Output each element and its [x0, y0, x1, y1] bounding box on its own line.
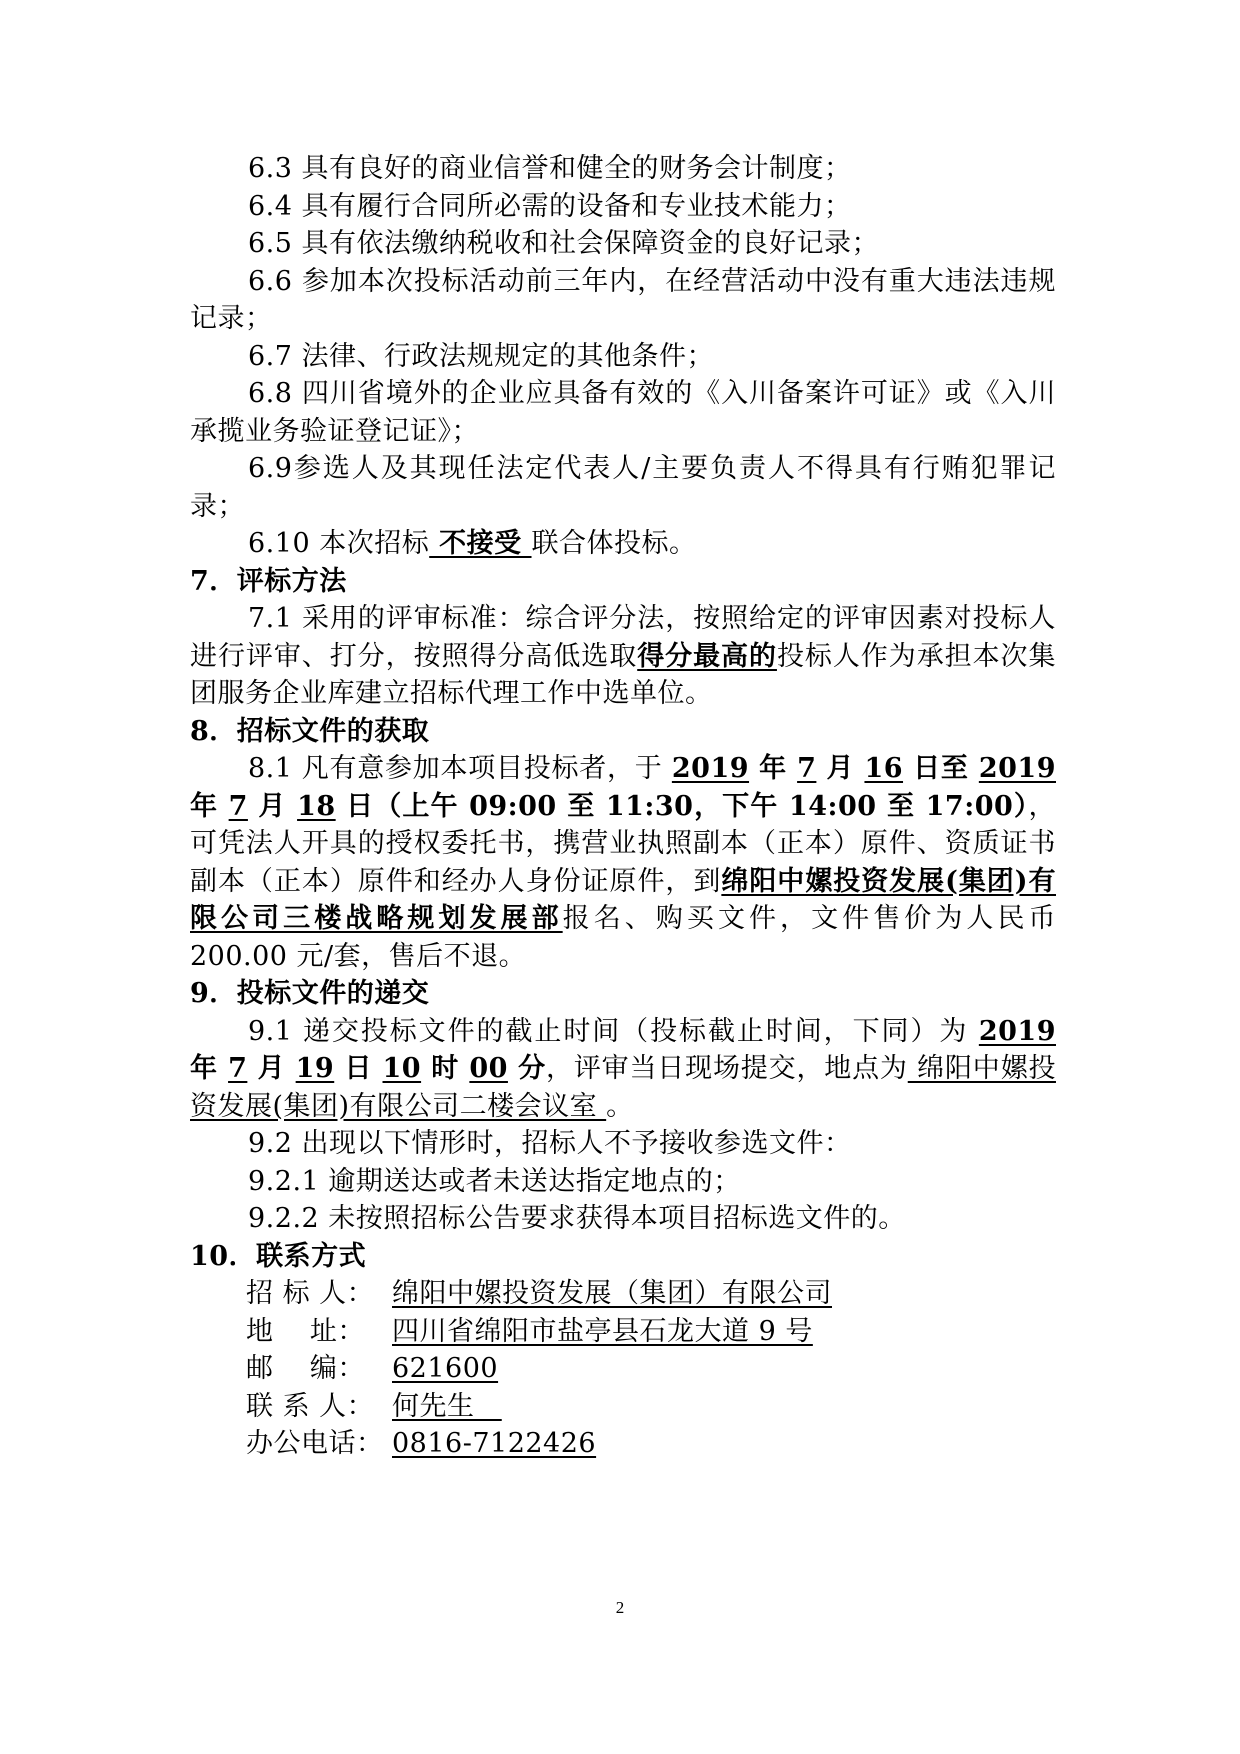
highest-score-emphasis: 得分最高的 — [637, 640, 777, 672]
contact-value: 0816-7122426 — [392, 1428, 597, 1459]
section-9-heading: 9．投标文件的递交 — [190, 978, 430, 1009]
clause-9-2-1: 9.2.1 逾期送达或者未送达指定地点的； — [248, 1165, 741, 1197]
clause-9-1 — [190, 1013, 1056, 1126]
section-10-heading: 10．联系方式 — [190, 1240, 367, 1272]
contact-label: 地 址： — [246, 1315, 365, 1347]
contact-label: 办公电话： — [246, 1428, 384, 1459]
deadline-minute: 00 — [469, 1053, 508, 1084]
clause-7-1-tail: 投标人作为承担本次集团服务企业库建立招标代理工作中选单位。 — [190, 640, 1057, 709]
contact-tenderer — [190, 1275, 1056, 1313]
clause-9-1-tail: 。 — [606, 1090, 634, 1122]
document-body — [190, 150, 1056, 1463]
clause-6-8: 6.8 四川省境外的企业应具备有效的《入川备案许可证》或《入川承揽业务验证登记证》； — [190, 378, 1056, 447]
consortium-not-accepted: 不接受 — [429, 528, 532, 559]
clause-9-1-body: ，评审当日现场提交，地点为 — [546, 1053, 908, 1084]
year-unit: 年 — [749, 753, 798, 784]
end-day: 18 — [297, 790, 336, 822]
contact-value: 绵阳中嫘投资发展（集团）有限公司 — [392, 1278, 832, 1309]
clause-6-10-text: 6.10 本次招标 — [248, 528, 430, 559]
deadline-month: 7 — [228, 1053, 248, 1084]
start-month: 7 — [797, 753, 817, 784]
deadline-year: 2019 — [978, 1015, 1056, 1047]
contact-value: 四川省绵阳市盐亭县石龙大道 9 号 — [392, 1315, 813, 1347]
start-year: 2019 — [671, 753, 750, 784]
clause-9-1-lead: 9.1 递交投标文件的截止时间（投标截止时间，下同）为 — [248, 1015, 979, 1047]
month-unit: 月 — [247, 1053, 296, 1084]
contact-value: 621600 — [392, 1353, 499, 1384]
clause-6-10-tail: 联合体投标。 — [531, 528, 697, 559]
clause-6-6: 6.6 参加本次投标活动前三年内，在经营活动中没有重大违法违规记录； — [190, 265, 1056, 334]
clause-6-5: 6.5 具有依法缴纳税收和社会保障资金的良好记录； — [248, 228, 880, 259]
submission-place: 绵阳中嫘投资发展(集团)有限公司二楼会议室 — [190, 1053, 1056, 1122]
page-number: 2 — [615, 1598, 625, 1617]
month-unit: 月 — [247, 790, 298, 822]
clause-6-9: 6.9参选人及其现任法定代表人/主要负责人不得具有行贿犯罪记录； — [190, 453, 1056, 522]
clause-7-1-text: 7.1 采用的评审标准：综合评分法，按照给定的评审因素对投标人进行评审、打分，按照得分高低选取 — [190, 603, 1056, 672]
contact-label: 邮 编： — [246, 1353, 365, 1384]
section-8-heading: 8．招标文件的获取 — [190, 715, 430, 747]
contact-person — [190, 1388, 1056, 1426]
deadline-day: 19 — [295, 1053, 335, 1084]
deadline-hour: 10 — [382, 1053, 422, 1084]
clause-8-1 — [190, 750, 1056, 975]
contact-phone — [190, 1425, 1056, 1463]
year-unit: 年 — [190, 1053, 229, 1084]
clause-8-1-body: ，可凭法人开具的授权委托书，携营业执照副本（正本）原件、资质证书副本（正本）原件和经办人身份证原件，到 — [190, 790, 1056, 897]
end-month: 7 — [228, 790, 248, 822]
office-hours: 日（上午 09:00 至 11:30，下午 14:00 至 17:00） — [335, 790, 1029, 822]
day-to: 日至 — [903, 753, 979, 784]
year-unit: 年 — [190, 790, 229, 822]
registration-place: 绵阳中嫘投资发展(集团)有限公司三楼战略规划发展部 — [190, 865, 1056, 934]
clause-9-2-2: 9.2.2 未按照招标公告要求获得本项目招标选文件的。 — [248, 1203, 906, 1234]
minute-unit: 分 — [507, 1053, 546, 1084]
clause-6-4: 6.4 具有履行合同所必需的设备和专业技术能力； — [248, 190, 852, 222]
contact-label: 招 标 人： — [246, 1278, 375, 1309]
month-unit: 月 — [816, 753, 865, 784]
end-year: 2019 — [978, 753, 1056, 784]
contact-address — [190, 1313, 1056, 1351]
clause-6-10 — [190, 525, 1056, 563]
section-7-heading: 7．评标方法 — [190, 565, 347, 597]
clause-7-1 — [190, 600, 1056, 713]
clause-8-1-tail: 报名、购买文件，文件售价为人民币 200.00 元/套，售后不退。 — [190, 903, 1057, 972]
day-unit: 日 — [334, 1053, 383, 1084]
clause-9-2: 9.2 出现以下情形时，招标人不予接收参选文件： — [248, 1128, 852, 1159]
contact-postcode — [190, 1350, 1056, 1388]
clause-6-3: 6.3 具有良好的商业信誉和健全的财务会计制度； — [248, 153, 852, 184]
clause-6-7: 6.7 法律、行政法规规定的其他条件； — [248, 340, 715, 372]
start-day: 16 — [864, 753, 904, 784]
hour-unit: 时 — [421, 1053, 470, 1084]
clause-8-1-lead: 8.1 凡有意参加本项目投标者，于 — [248, 753, 672, 784]
contact-label: 联 系 人： — [246, 1390, 375, 1422]
contact-value: 何先生 — [392, 1390, 502, 1422]
